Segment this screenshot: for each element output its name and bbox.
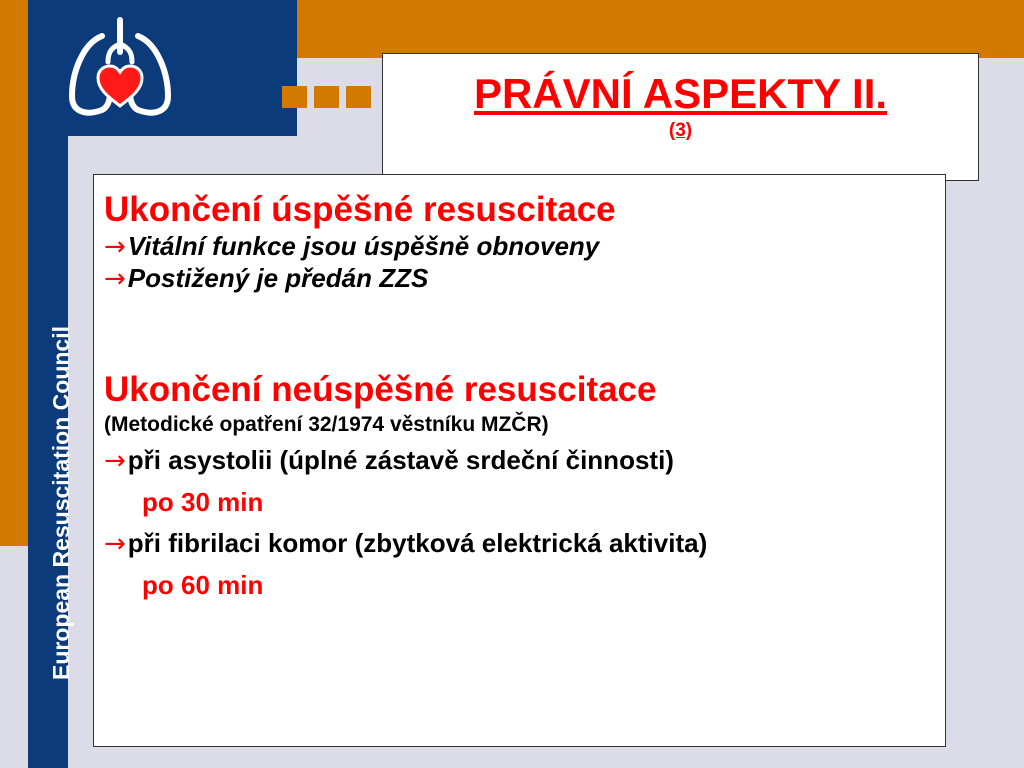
list-item bbox=[104, 263, 945, 295]
section-heading-success: Ukončení úspěšné resuscitace bbox=[104, 190, 616, 229]
list-item bbox=[104, 231, 945, 263]
section-heading-failure: Ukončení neúspěšné resuscitace bbox=[104, 370, 657, 410]
list-item-text: při asystolii (úplné zástavě srdeční činnosti) bbox=[127, 444, 674, 475]
list-item-text: při fibrilaci komor (zbytková elektrická aktivita) bbox=[127, 528, 708, 559]
arrow-right-icon: → bbox=[104, 264, 126, 295]
arrow-right-icon: → bbox=[104, 445, 126, 476]
list-item bbox=[104, 528, 945, 560]
slide-subtitle: (3) bbox=[668, 120, 693, 142]
time-limit: po 60 min bbox=[142, 570, 264, 601]
orange-square bbox=[282, 86, 307, 108]
time-limit: po 30 min bbox=[142, 486, 264, 517]
title-box bbox=[382, 53, 979, 181]
regulation-note: (Metodické opatření 32/1974 věstníku MZČR) bbox=[104, 413, 549, 437]
content-box bbox=[93, 174, 946, 747]
list-item-text: Vitální funkce jsou úspěšně obnoveny bbox=[127, 231, 600, 261]
lungs-heart-logo-icon bbox=[64, 14, 176, 122]
spacer bbox=[104, 295, 945, 369]
orange-square bbox=[346, 86, 371, 108]
organization-label: European Resuscitation Council bbox=[48, 326, 74, 680]
left-orange-band bbox=[0, 0, 28, 546]
decorative-squares bbox=[282, 86, 371, 108]
list-item bbox=[104, 445, 945, 477]
list-item-text: Postižený je předán ZZS bbox=[127, 263, 429, 294]
slide-title: PRÁVNÍ ASPEKTY II. bbox=[473, 70, 888, 117]
orange-square bbox=[314, 86, 339, 108]
arrow-right-icon: → bbox=[104, 232, 126, 262]
arrow-right-icon: → bbox=[104, 529, 126, 560]
